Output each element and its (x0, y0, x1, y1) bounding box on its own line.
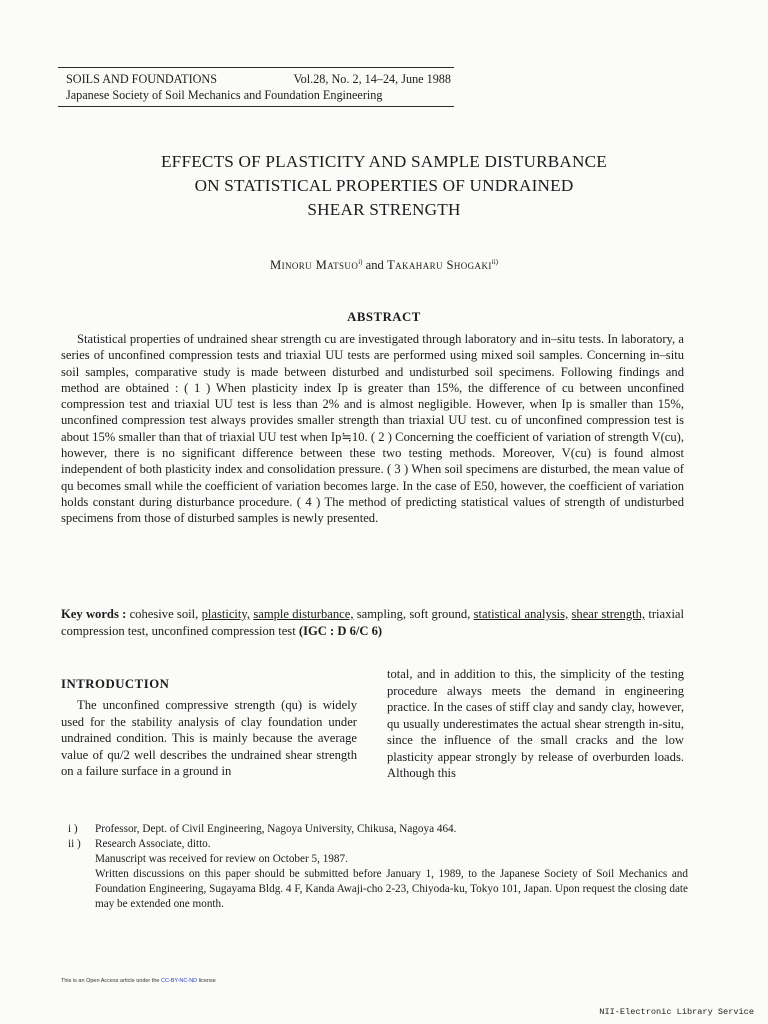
igc-code: (IGC : D 6/C 6) (298, 623, 383, 638)
title-line-1: EFFECTS OF PLASTICITY AND SAMPLE DISTURBANCE (160, 152, 608, 171)
footnote (68, 867, 688, 912)
paper-title (60, 150, 708, 222)
footnote-mark (68, 852, 95, 867)
journal-name: SOILS AND FOUNDATIONS (66, 72, 218, 86)
author-2: Takaharu Shogaki (387, 258, 492, 272)
introduction-heading: INTRODUCTION (61, 677, 170, 691)
abstract-text: Statistical properties of undrained shear strength cu are investigated through laboratory and in–situ tests. In laboratory, a series of unconfined compression tests and triaxial UU tests are performed using mixed soil samples. Concerning in–situ soil samples, comparative study is made between disturbed and undisturbed soil specimens. Following findings and method are obtained : ( 1 ) When plasticity index Ip is greater than 15%, the difference of cu between unconfined compression test and triaxial UU test is less than 2% and is almost negligible. However, when Ip is smaller than 15%, unconfined compression test always provides smaller strength than triaxial UU test. cu of unconfined compression test is about 15% smaller than that of triaxial UU test when Ip≒10. ( 2 ) Concerning the coefficient of variation of strength V(cu), however, there is no significant difference between these two testing methods. Moreover, V(cu) is found almost independent of both plasticity index and consolidation pressure. ( 3 ) When soil specimens are disturbed, the mean value of qu becomes small while the coefficient of variation becomes large. In the case of E50, however, the coefficient of variation holds constant during disturbance procedure. ( 4 ) The method of predicting statistical values of strength of undisturbed specimens from those of disturbed samples is newly presented. (61, 332, 684, 526)
title-line-3: SHEAR STRENGTH (307, 200, 461, 219)
keywords (61, 606, 684, 640)
footnote (68, 822, 688, 837)
license-notice (61, 978, 216, 984)
header-rule-bottom (58, 106, 454, 107)
keyword: sample disturbance, (253, 607, 354, 621)
footnote-mark: i ) (68, 823, 78, 835)
footnote-mark: ii ) (68, 838, 81, 851)
journal-header (66, 71, 451, 103)
keyword: soft ground, (409, 607, 471, 621)
footnote (68, 852, 688, 867)
license-link[interactable]: CC-BY-NC-ND (160, 978, 198, 984)
author-1-mark: i) (358, 258, 363, 266)
abstract-heading: ABSTRACT (347, 310, 421, 324)
keyword: cohesive soil, (129, 607, 199, 621)
author-conjunction: and (365, 258, 384, 272)
author-line (60, 258, 708, 273)
footnote-text: Professor, Dept. of Civil Engineering, Nagoya University, Chikusa, Nagoya 464. (95, 823, 457, 835)
keyword: shear strength, (571, 607, 646, 621)
intro-paragraph-left: The unconfined compressive strength (qu) is widely used for the stability analysis of clay foundation under undrained condition. This is mainly because the average value of qu/2 well describes the undrained shear strength on a failure surface in a ground in (61, 698, 357, 778)
keyword: statistical analysis, (473, 607, 569, 621)
footnote-text: Manuscript was received for review on October 5, 1987. (95, 853, 348, 866)
journal-citation: Vol.28, No. 2, 14–24, June 1988 (293, 72, 451, 86)
footnote-text: Written discussions on this paper should be submitted before January 1, 1989, to the Japanese Society of Soil Mechanics and Foundation Engineering, Sugayama Bldg. 4 F, Kanda Awaji-cho 2-23, Chiyoda-ku, Tokyo 101, Japan. Upon request the closing date may be extended one month. (95, 868, 688, 911)
footnote-mark (68, 867, 95, 912)
license-suffix: license (198, 978, 216, 984)
footnote-text: Research Associate, ditto. (95, 838, 211, 851)
keyword: unconfined compression test (151, 623, 296, 638)
intro-paragraph-right: total, and in addition to this, the simplicity of the testing procedure always meets the demand in engineering practice. In the cases of stiff clay and sandy clay, however, qu usually underestimates the actual shear strength in-situ, since the influence of the small cracks and the low plasticity appear strongly by release of overburden loads. Although this (387, 667, 684, 780)
license-prefix: This is an Open Access article under the (61, 978, 160, 984)
title-line-2: ON STATISTICAL PROPERTIES OF UNDRAINED (194, 176, 574, 195)
keyword: plasticity, (201, 607, 251, 621)
journal-society: Japanese Society of Soil Mechanics and Foundation Engineering (66, 88, 383, 102)
keywords-label: Key words : (61, 607, 127, 621)
author-1: Minoru Matsuo (269, 258, 359, 272)
footnotes (68, 822, 688, 913)
keyword: sampling, (356, 607, 407, 621)
footnote (68, 837, 688, 852)
intro-left-column (61, 677, 357, 780)
library-service-label: NII-Electronic Library Service (599, 1007, 754, 1017)
author-2-mark: ii) (491, 258, 498, 266)
intro-right-column (387, 666, 684, 782)
header-rule-top (58, 67, 454, 68)
keyword: triaxial compression test, (61, 607, 685, 638)
